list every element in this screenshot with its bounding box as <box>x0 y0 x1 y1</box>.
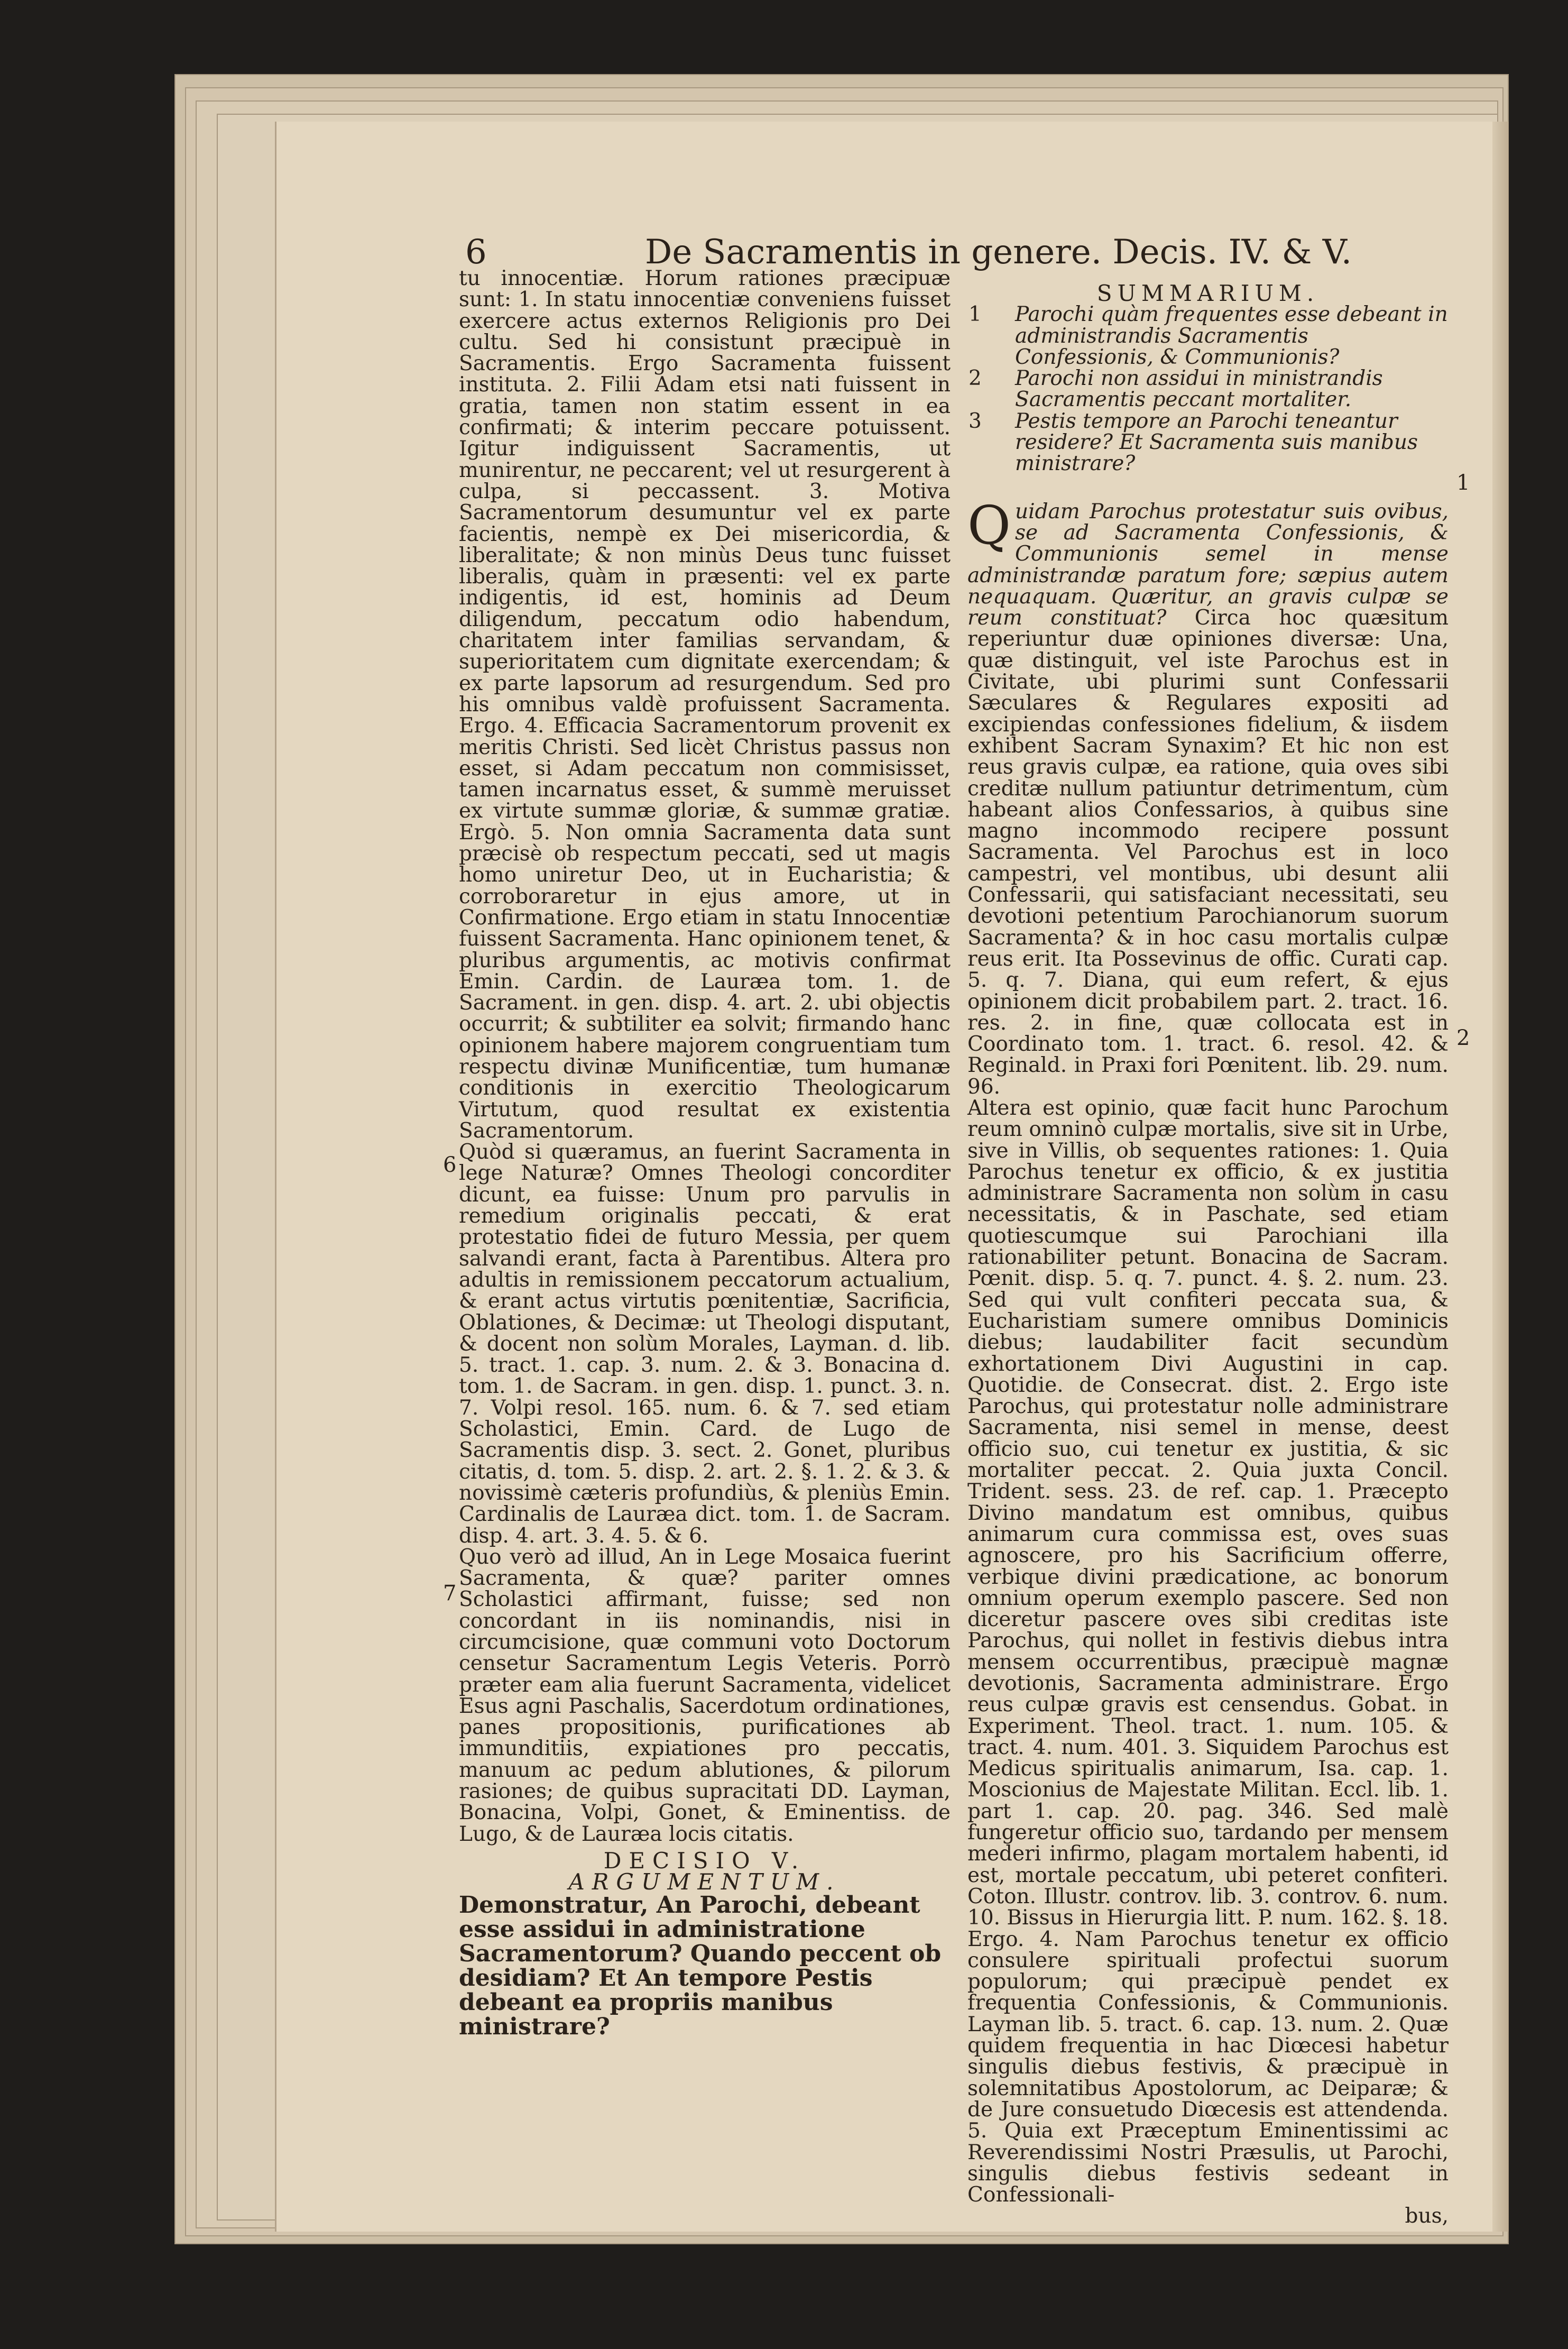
summary-list <box>967 304 1449 474</box>
summarium-heading: SUMMARIUM. <box>1096 280 1320 306</box>
left-paragraph-1: tu innocentiæ. Horum rationes præcipuæ sunt: 1. In statu innocentiæ conveniens fuisset exercere actus externos Religionis pro Dei cultu. Sed hi consistunt præcipuè in Sacramentis. Ergo Sacramenta fuissent instituta. 2. Filii Adam etsi nati fuissent in gratia, tamen non statim essent in ea confirmati; & interim peccare potuissent. Igitur indiguissent Sacramentis, ut munirentur, ne peccarent; vel ut resurgerent à culpa, si peccassent. 3. Motiva Sacramentorum desumuntur vel ex parte facientis, nempè ex Dei misericordia, & liberalitate; & non minùs Deus tunc fuisset liberalis, quàm in præsenti: vel ex parte indigentis, id est, hominis ad Deum diligendum, peccatum odio habendum, charitatem inter familias servandam, & superioritatem cum dignitate exercendam; & ex parte lapsorum ad resurgendum. Sed pro his omnibus valdè profuissent Sacramenta. Ergo. 4. Efficacia Sacramentorum provenit ex meritis Christi. Sed licèt Christus passus non esset, si Adam peccatum non commisisset, tamen incarnatus esset, & summè meruisset ex virtute summæ gloriæ, & summæ gratiæ. Ergò. 5. Non omnia Sacramenta data sunt præcisè ob respectum peccati, sed ut magis homo uniretur Deo, ut in Eucharistia; & corroboraretur in ejus amore, ut in Confirmatione. Ergo etiam in statu Innocentiæ fuissent Sacramenta. Hanc opinionem tenet, & pluribus argumentis, ac motivis confirmat Emin. Cardin. de Lauræa tom. 1. de Sacrament. in gen. disp. 4. art. 2. ubi objectis occurrit; & subtiliter ea solvit; firmando hanc opinionem habere majorem congruentiam tum respectu divinæ Munificentiæ, tum humanæ conditionis in exercitio Theologicarum Virtutum, quod resultat ex existentia Sacramentorum. <box>459 267 951 1143</box>
margin-number-2: 2 <box>1456 1026 1470 1050</box>
margin-number-6: 6 <box>443 1153 457 1177</box>
summary-item: 1 Parochi quàm frequentes esse debeant in administrandis Sacramentis Confessionis, & Communionis? <box>969 302 1448 369</box>
intro-paragraph <box>967 494 1449 1099</box>
decisio-heading: DECISIO V. <box>603 1847 806 1874</box>
argumentum-heading: ARGUMENTUM. <box>568 1869 841 1895</box>
margin-number-7: 7 <box>443 1581 457 1605</box>
left-column <box>459 268 951 2039</box>
argument-text: Demonstratur, An Parochi, debeant esse assidui in administratione Sacramentorum? Quando peccent ob desidiam? Et An tempore Pestis debeant ea propriis manibus ministrare? <box>459 1891 942 2040</box>
page-number: 6 <box>465 233 487 272</box>
page-gutter <box>1492 122 1508 2232</box>
right-paragraph-1: Circa hoc quæsitum reperiuntur duæ opiniones diversæ: Una, quæ distinguit, vel iste Parochus est in Civitate, ubi plurimi sunt Confessarii Sæculares & Regulares expositi ad excipiendas confessiones fidelium, & iisdem exhibent Sacram Synaxim? Et hic non est reus gravis culpæ, ea ratione, quia oves sibi creditæ nullum patiuntur detrimentum, cùm habeant alios Confessarios, à quibus sine magno incommodo recipere possunt Sacramenta. Vel Parochus est in loco campestri, vel montibus, ubi desunt alii Confessarii, qui satisfaciant necessitati, seu devotioni petentium Parochianorum suorum Sacramenta? & in hoc casu mortalis culpæ reus erit. Ita Possevinus de offic. Curati cap. 5. q. 7. Diana, qui eum refert, & ejus opinionem dicit probabilem part. 2. tract. 16. res. 2. in fine, quæ collocata est in Coordinato tom. 1. tract. 6. resol. 42. & Reginald. in Praxi fori Pœnitent. lib. 29. num. 96. <box>967 606 1449 1099</box>
summary-item: 2 Parochi non assidui in ministrandis Sacramentis peccant mortaliter. <box>969 366 1383 412</box>
catchword: bus, <box>1405 2204 1449 2228</box>
margin-number-1: 1 <box>1456 471 1470 495</box>
left-paragraph-3: Quo verò ad illud, An in Lege Mosaica fuerint Sacramenta, & quæ? pariter omnes Scholastici affirmant, fuisse; sed non concordant in iis nominandis, nisi in circumcisione, quæ communi voto Doctorum censetur Sacramentum Legis Veteris. Porrò præter eam alia fuerunt Sacramenta, videlicet Esus agni Paschalis, Sacerdotum ordinationes, panes propositionis, purificationes ab immunditiis, expiationes pro peccatis, manuum ac pedum ablutiones, & pilorum rasiones; de quibus supracitati DD. Layman, Bonacina, Volpi, Gonet, & Eminentiss. de Lugo, & de Lauræa locis citatis. <box>459 1545 951 1846</box>
right-paragraph-2: Altera est opinio, quæ facit hunc Parochum reum omninò culpæ mortalis, sive sit in Urbe, sive in Villis, ob sequentes rationes: 1. Quia Parochus tenetur ex officio, & ex justitia administrare Sacramenta non solùm in casu necessitatis, & in Paschate, sed etiam quotiescumque sui Parochiani illa rationabiliter petunt. Bonacina de Sacram. Pœnit. disp. 5. q. 7. punct. 4. §. 2. num. 23. Sed qui vult confiteri peccata sua, & Eucharistiam sumere omnibus Dominicis diebus; laudabiliter facit secundùm exhortationem Divi Augustini in cap. Quotidie. de Consecrat. dist. 2. Ergo iste Parochus, qui protestatur nolle administrare Sacramenta, nisi semel in mense, deest officio suo, cui tenetur ex justitia, & sic mortaliter peccat. 2. Quia juxta Concil. Trident. sess. 23. de ref. cap. 1. Præcepto Divino mandatum est omnibus, quibus animarum cura commissa est, oves suas agnoscere, pro his Sacrificium offerre, verbique divini prædicatione, ac bonorum omnium operum exemplo pascere. Sed non diceretur pascere oves sibi creditas iste Parochus, qui nollet in festivis diebus intra mensem occurrentibus, præcipuè magnæ devotionis, Sacramenta administrare. Ergo reus culpæ gravis est censendus. Gobat. in Experiment. Theol. tract. 1. num. 105. & tract. 4. num. 401. 3. Siquidem Parochus est Medicus spiritualis animarum, Isa. cap. 1. Moscionius de Majestate Militan. Eccl. lib. 1. part 1. cap. 20. pag. 346. Sed malè fungeretur officio suo, tardando per mensem mederi infirmo, plagam mortalem habenti, id est, mortale peccatum, ubi peteret confiteri. Coton. Illustr. controv. lib. 3. controv. 6. num. 10. Bissus in Hierurgia litt. P. num. 162. §. 18. Ergo. 4. Nam Parochus tenetur ex officio consulere spirituali profectui suorum populorum; qui præcipuè pendet ex frequentia Confessionis, & Communionis. Layman lib. 5. tract. 6. cap. 13. num. 2. Quæ quidem frequentia in hac Diœcesi habetur singulis diebus festivis, & præcipuè in solemnitatibus Apostolorum, ac Deiparæ; & de Jure consuetudo Diœcesis est attendenda. 5. Quia ext Præceptum Eminentissimi ac Reverendissimi Nostri Præsulis, ut Parochi, singulis diebus festivis sedeant in Confessionali- <box>967 1096 1449 2207</box>
drop-cap: Q <box>967 494 1011 556</box>
running-title: De Sacramentis in genere. Decis. IV. & V. <box>645 233 1352 272</box>
question-text: uidam Parochus protestatur suis ovibus, se ad Sacramenta Confessionis, & Communionis semel in mense administrandæ paratum fore; sæpius autem nequaquam. Quæritur, an gravis culpæ se reum constituat? <box>967 499 1449 630</box>
left-paragraph-2: Quòd si quæramus, an fuerint Sacramenta in lege Naturæ? Omnes Theologi concorditer dicunt, ea fuisse: Unum pro parvulis in remedium originalis peccati, & erat protestatio fidei de futuro Messia, per quem salvandi erant, facta à Parentibus. Altera pro adultis in remissionem peccatorum actualium, & erant actus virtutis pœnitentiæ, Sacrificia, Oblationes, & Decimæ: ut Theologi disputant, & docent non solùm Morales, Layman. d. lib. 5. tract. 1. cap. 3. num. 2. & 3. Bonacina d. tom. 1. de Sacram. in gen. disp. 1. punct. 3. n. 7. Volpi resol. 165. num. 6. & 7. sed etiam Scholastici, Emin. Card. de Lugo de Sacramentis disp. 3. sect. 2. Gonet, pluribus citatis, d. tom. 5. disp. 2. art. 2. §. 1. 2. & 3. & novissimè cæteris profundiùs, & pleniùs Emin. Cardinalis de Lauræa dict. tom. 1. de Sacram. disp. 4. art. 3. 4. 5. & 6. <box>459 1140 951 1548</box>
right-column <box>967 280 1449 2228</box>
summary-item: 3 Pestis tempore an Parochi teneantur residere? Et Sacramenta suis manibus ministrare? <box>969 409 1418 476</box>
